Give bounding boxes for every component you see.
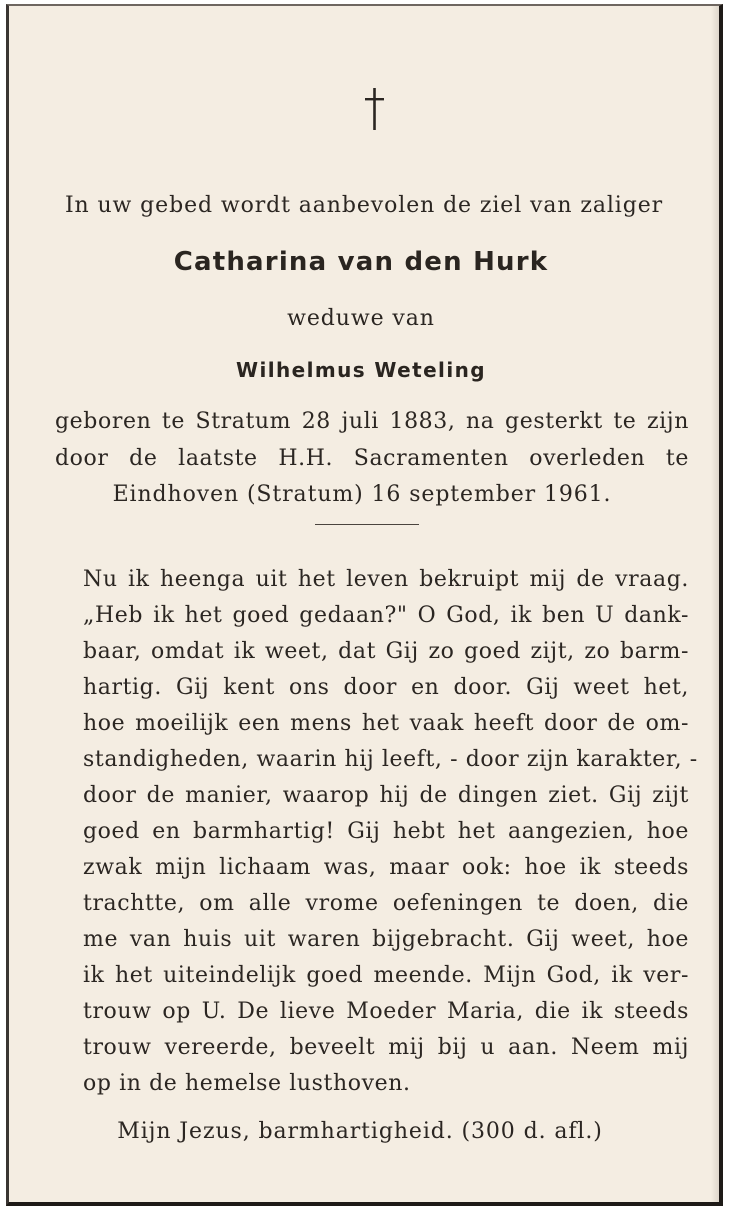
spouse-name: Wilhelmus Weteling	[236, 358, 486, 382]
details-line: geboren te Stratum 28 juli 1883, na gesterkt te zijn	[55, 409, 689, 434]
divider-rule	[315, 524, 419, 525]
prayer-line: op in de hemelse lusthoven.	[83, 1071, 411, 1096]
prayer-line: standigheden, waarin hij leeft, - door zijn karakter, -	[83, 747, 698, 772]
prayer-line: „Heb ik het goed gedaan?" O God, ik ben U dank-	[83, 603, 689, 628]
prayer-line: door de manier, waarop hij de dingen ziet. Gij zijt	[83, 783, 689, 808]
widow-of-text: weduwe van	[287, 306, 435, 331]
details-line: Eindhoven (Stratum) 16 september 1961.	[112, 482, 612, 507]
prayer-line: trachtte, om alle vrome oefeningen te doen, die	[83, 891, 689, 916]
prayer-line: Nu ik heenga uit het leven bekruipt mij de vraag.	[83, 567, 689, 592]
prayer-line: goed en barmhartig! Gij hebt het aangezien, hoe	[83, 819, 689, 844]
prayer-line: zwak mijn lichaam was, maar ook: hoe ik steeds	[83, 855, 689, 880]
prayer-line: me van huis uit waren bijgebracht. Gij weet, hoe	[83, 927, 689, 952]
deceased-name: Catharina van den Hurk	[173, 247, 549, 277]
memorial-card	[6, 4, 723, 1206]
prayer-line: ik het uiteindelijk goed meende. Mijn God, ik ver-	[83, 963, 689, 988]
prayer-line: hartig. Gij kent ons door en door. Gij weet het,	[83, 675, 689, 700]
cross-icon	[360, 86, 390, 132]
details-line: door de laatste H.H. Sacramenten overleden te	[55, 446, 689, 471]
closing-invocation: Mijn Jezus, barmhartigheid. (300 d. afl.)	[117, 1119, 603, 1144]
prayer-line: hoe moeilijk een mens het vaak heeft door de om-	[83, 711, 689, 736]
prayer-line: trouw vereerde, beveelt mij bij u aan. Neem mij	[83, 1035, 689, 1060]
prayer-line: baar, omdat ik weet, dat Gij zo goed zijt, zo barm-	[83, 639, 689, 664]
prayer-line: trouw op U. De lieve Moeder Maria, die ik steeds	[83, 999, 689, 1024]
intro-text: In uw gebed wordt aanbevolen de ziel van zaliger	[64, 193, 664, 218]
card-edge-shadow	[711, 6, 719, 1202]
